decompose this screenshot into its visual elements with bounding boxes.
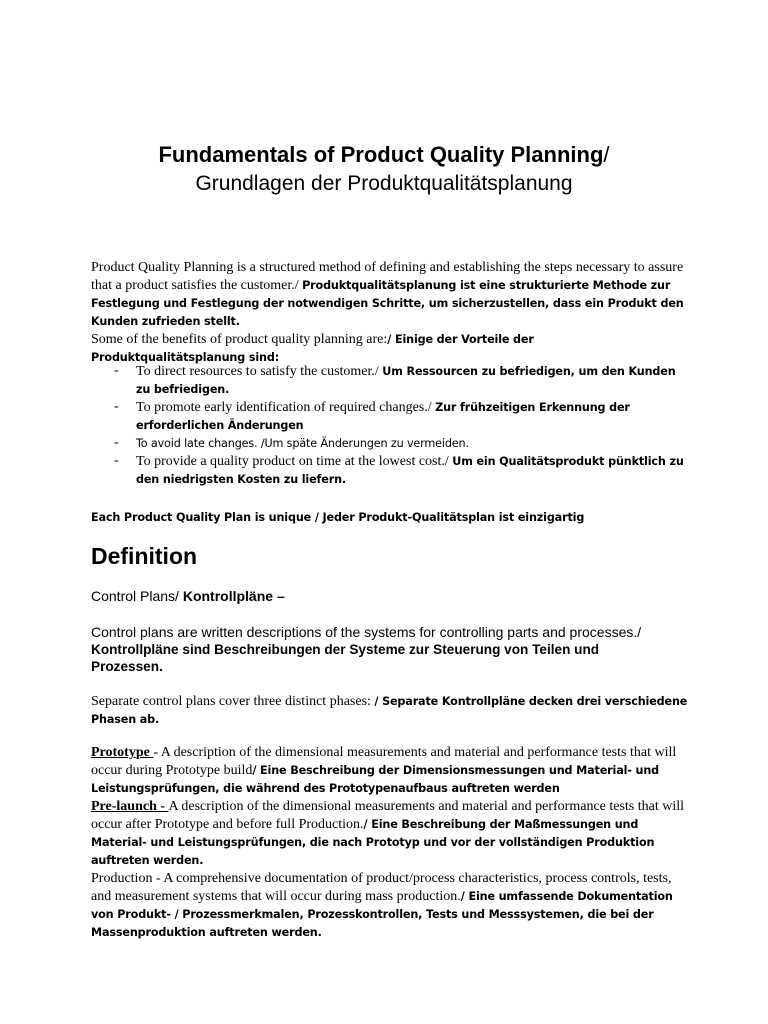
definition-heading: Definition bbox=[91, 543, 198, 569]
list-dash: - bbox=[114, 399, 119, 414]
list-item bbox=[91, 434, 691, 452]
benefit-de: Zur frühzeitigen Erkennung der erforderlichen Änderungen bbox=[136, 401, 630, 432]
control-plans-title-en: Control Plans/ bbox=[91, 588, 183, 604]
document-title bbox=[0, 142, 768, 168]
separate-en: Separate control plans cover three distinct phases: bbox=[91, 694, 375, 709]
benefit-en: To promote early identification of required changes./ bbox=[136, 400, 436, 415]
title-slash: / bbox=[603, 142, 610, 167]
control-plans-desc-de: Kontrollpläne sind Beschreibungen der Systeme zur Steuerung von Teilen und Prozessen. bbox=[91, 642, 600, 674]
phase-de: / Eine umfassende Dokumentation von Produkt- / Prozessmerkmalen, Prozesskontrollen, Tests und Messsystemen, die bei der Massenproduktion auftreten werden. bbox=[91, 890, 673, 939]
list-dash: - bbox=[114, 435, 119, 450]
list-dash: - bbox=[114, 363, 119, 378]
separate-plans-paragraph bbox=[91, 692, 691, 728]
benefit-de: Um ein Qualitätsprodukt pünktlich zu den niedrigsten Kosten zu liefern. bbox=[136, 455, 684, 486]
phase-en: A description of the dimensional measurements and material and performance tests that will occur after Prototype and before full Production. bbox=[91, 799, 685, 832]
control-plans-description bbox=[91, 624, 651, 675]
phase-label-pre-launch: Pre-launch - bbox=[91, 799, 169, 814]
benefit-en: To provide a quality product on time at the lowest cost./ bbox=[136, 454, 453, 469]
benefits-intro-de: / Einige der Vorteile der Produktqualitätsplanung sind: bbox=[91, 333, 534, 364]
document-title-de: Grundlagen der Produktqualitätsplanung bbox=[195, 172, 573, 195]
phase-de: / Eine Beschreibung der Maßmessungen und Material- und Leistungsprüfungen, die nach Prototyp und vor der vollständigen Produktion auftreten werden. bbox=[91, 818, 655, 867]
benefits-list bbox=[91, 362, 691, 488]
phase-de: / Eine Beschreibung der Dimensionsmessungen und Material- und Leistungsprüfungen, die während des Prototypenaufbaus auftreten werden bbox=[91, 764, 660, 795]
list-dash: - bbox=[114, 453, 119, 468]
list-item bbox=[91, 362, 691, 398]
separate-de: / Separate Kontrollpläne decken drei verschiedene Phasen ab. bbox=[91, 695, 688, 726]
benefit-en: To direct resources to satisfy the customer./ bbox=[136, 364, 383, 379]
intro-paragraph bbox=[91, 258, 691, 366]
control-plans-title-de: Kontrollpläne – bbox=[182, 588, 285, 604]
list-item bbox=[91, 398, 691, 434]
document-title-en: Fundamentals of Product Quality Planning bbox=[158, 142, 604, 167]
control-plans-desc-en: Control plans are written descriptions of the systems for controlling parts and processes./ bbox=[91, 624, 642, 640]
phase-en: - A description of the dimensional measurements and material and performance tests that will occur during Prototype build bbox=[91, 745, 677, 778]
phases-paragraph bbox=[91, 743, 691, 941]
unique-plan-note: Each Product Quality Plan is unique / Jeder Produkt-Qualitätsplan ist einzigartig bbox=[91, 511, 585, 524]
intro-en: Product Quality Planning is a structured method of defining and establishing the steps necessary to assure that a product satisfies the customer./ bbox=[91, 260, 684, 293]
control-plans-title bbox=[91, 588, 285, 604]
benefit-de: To avoid late changes. /Um späte Änderungen zu vermeiden. bbox=[136, 437, 469, 450]
benefit-de: Um Ressourcen zu befriedigen, um den Kunden zu befriedigen. bbox=[136, 365, 676, 396]
intro-de: Produktqualitätsplanung ist eine strukturierte Methode zur Festlegung und Festlegung der notwendigen Schritte, um sicherzustellen, dass ein Produkt den Kunden zufrieden stellt. bbox=[91, 279, 684, 328]
phase-en: Production - A comprehensive documentation of product/process characteristics, process controls, tests, and measurement systems that will occur during mass production. bbox=[91, 871, 672, 904]
benefits-intro-en: Some of the benefits of product quality planning are: bbox=[91, 332, 388, 347]
list-item bbox=[91, 452, 691, 488]
phase-label-prototype: Prototype bbox=[91, 745, 154, 760]
